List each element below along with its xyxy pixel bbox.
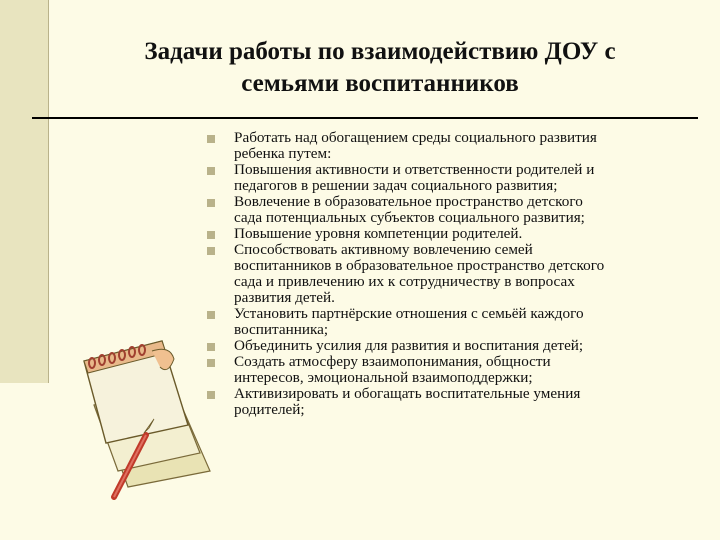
square-bullet-icon	[207, 135, 215, 143]
list-item-line: развития детей.	[234, 289, 335, 306]
list-item-line: Способствовать активному вовлечению семей	[234, 241, 533, 258]
list-item-line: Повышения активности и ответственности родителей и	[234, 161, 595, 178]
list-item-line: Установить партнёрские отношения с семьёй каждого	[234, 305, 584, 322]
list-item-line: Создать атмосферу взаимопонимания, общности	[234, 353, 551, 370]
list-item-line: ребенка путем:	[234, 145, 332, 162]
square-bullet-icon	[207, 311, 215, 319]
list-item-line: Работать над обогащением среды социального развития	[234, 129, 597, 146]
left-decorative-band	[0, 0, 48, 383]
list-item-line: Повышение уровня компетенции родителей.	[234, 225, 523, 242]
left-band-divider	[48, 0, 49, 383]
square-bullet-icon	[207, 247, 215, 255]
list-item-line: Активизировать и обогащать воспитательные умения	[234, 385, 581, 402]
square-bullet-icon	[207, 231, 215, 239]
list-item	[206, 338, 700, 354]
title-divider	[32, 117, 698, 119]
list-item	[206, 226, 700, 242]
list-item-line: воспитанников в образовательное пространство детского	[234, 257, 605, 274]
list-item-line: Вовлечение в образовательное пространство детского	[234, 193, 583, 210]
list-item-line: сада потенциальных субъектов социального развития;	[234, 209, 585, 226]
list-item	[206, 306, 700, 338]
title-line-2: семьями воспитанников	[241, 70, 519, 97]
list-item-line: воспитанника;	[234, 321, 329, 338]
square-bullet-icon	[207, 391, 215, 399]
list-item	[206, 354, 700, 386]
list-item	[206, 386, 700, 418]
list-item	[206, 242, 700, 306]
square-bullet-icon	[207, 199, 215, 207]
square-bullet-icon	[207, 167, 215, 175]
list-item	[206, 194, 700, 226]
list-item-line: родителей;	[234, 401, 305, 418]
list-item-line: интересов, эмоциональной взаимоподдержки;	[234, 369, 533, 386]
page-title	[60, 36, 700, 100]
square-bullet-icon	[207, 359, 215, 367]
task-list	[206, 130, 700, 418]
list-item-line: Объединить усилия для развития и воспитания детей;	[234, 337, 584, 354]
notepad-pencil-icon	[70, 315, 220, 500]
square-bullet-icon	[207, 343, 215, 351]
list-item	[206, 130, 700, 162]
title-line-1: Задачи работы по взаимодействию ДОУ с	[144, 38, 616, 65]
list-item-line: сада и привлечению их к сотрудничеству в вопросах	[234, 273, 575, 290]
list-item	[206, 162, 700, 194]
list-item-line: педагогов в решении задач социального развития;	[234, 177, 558, 194]
